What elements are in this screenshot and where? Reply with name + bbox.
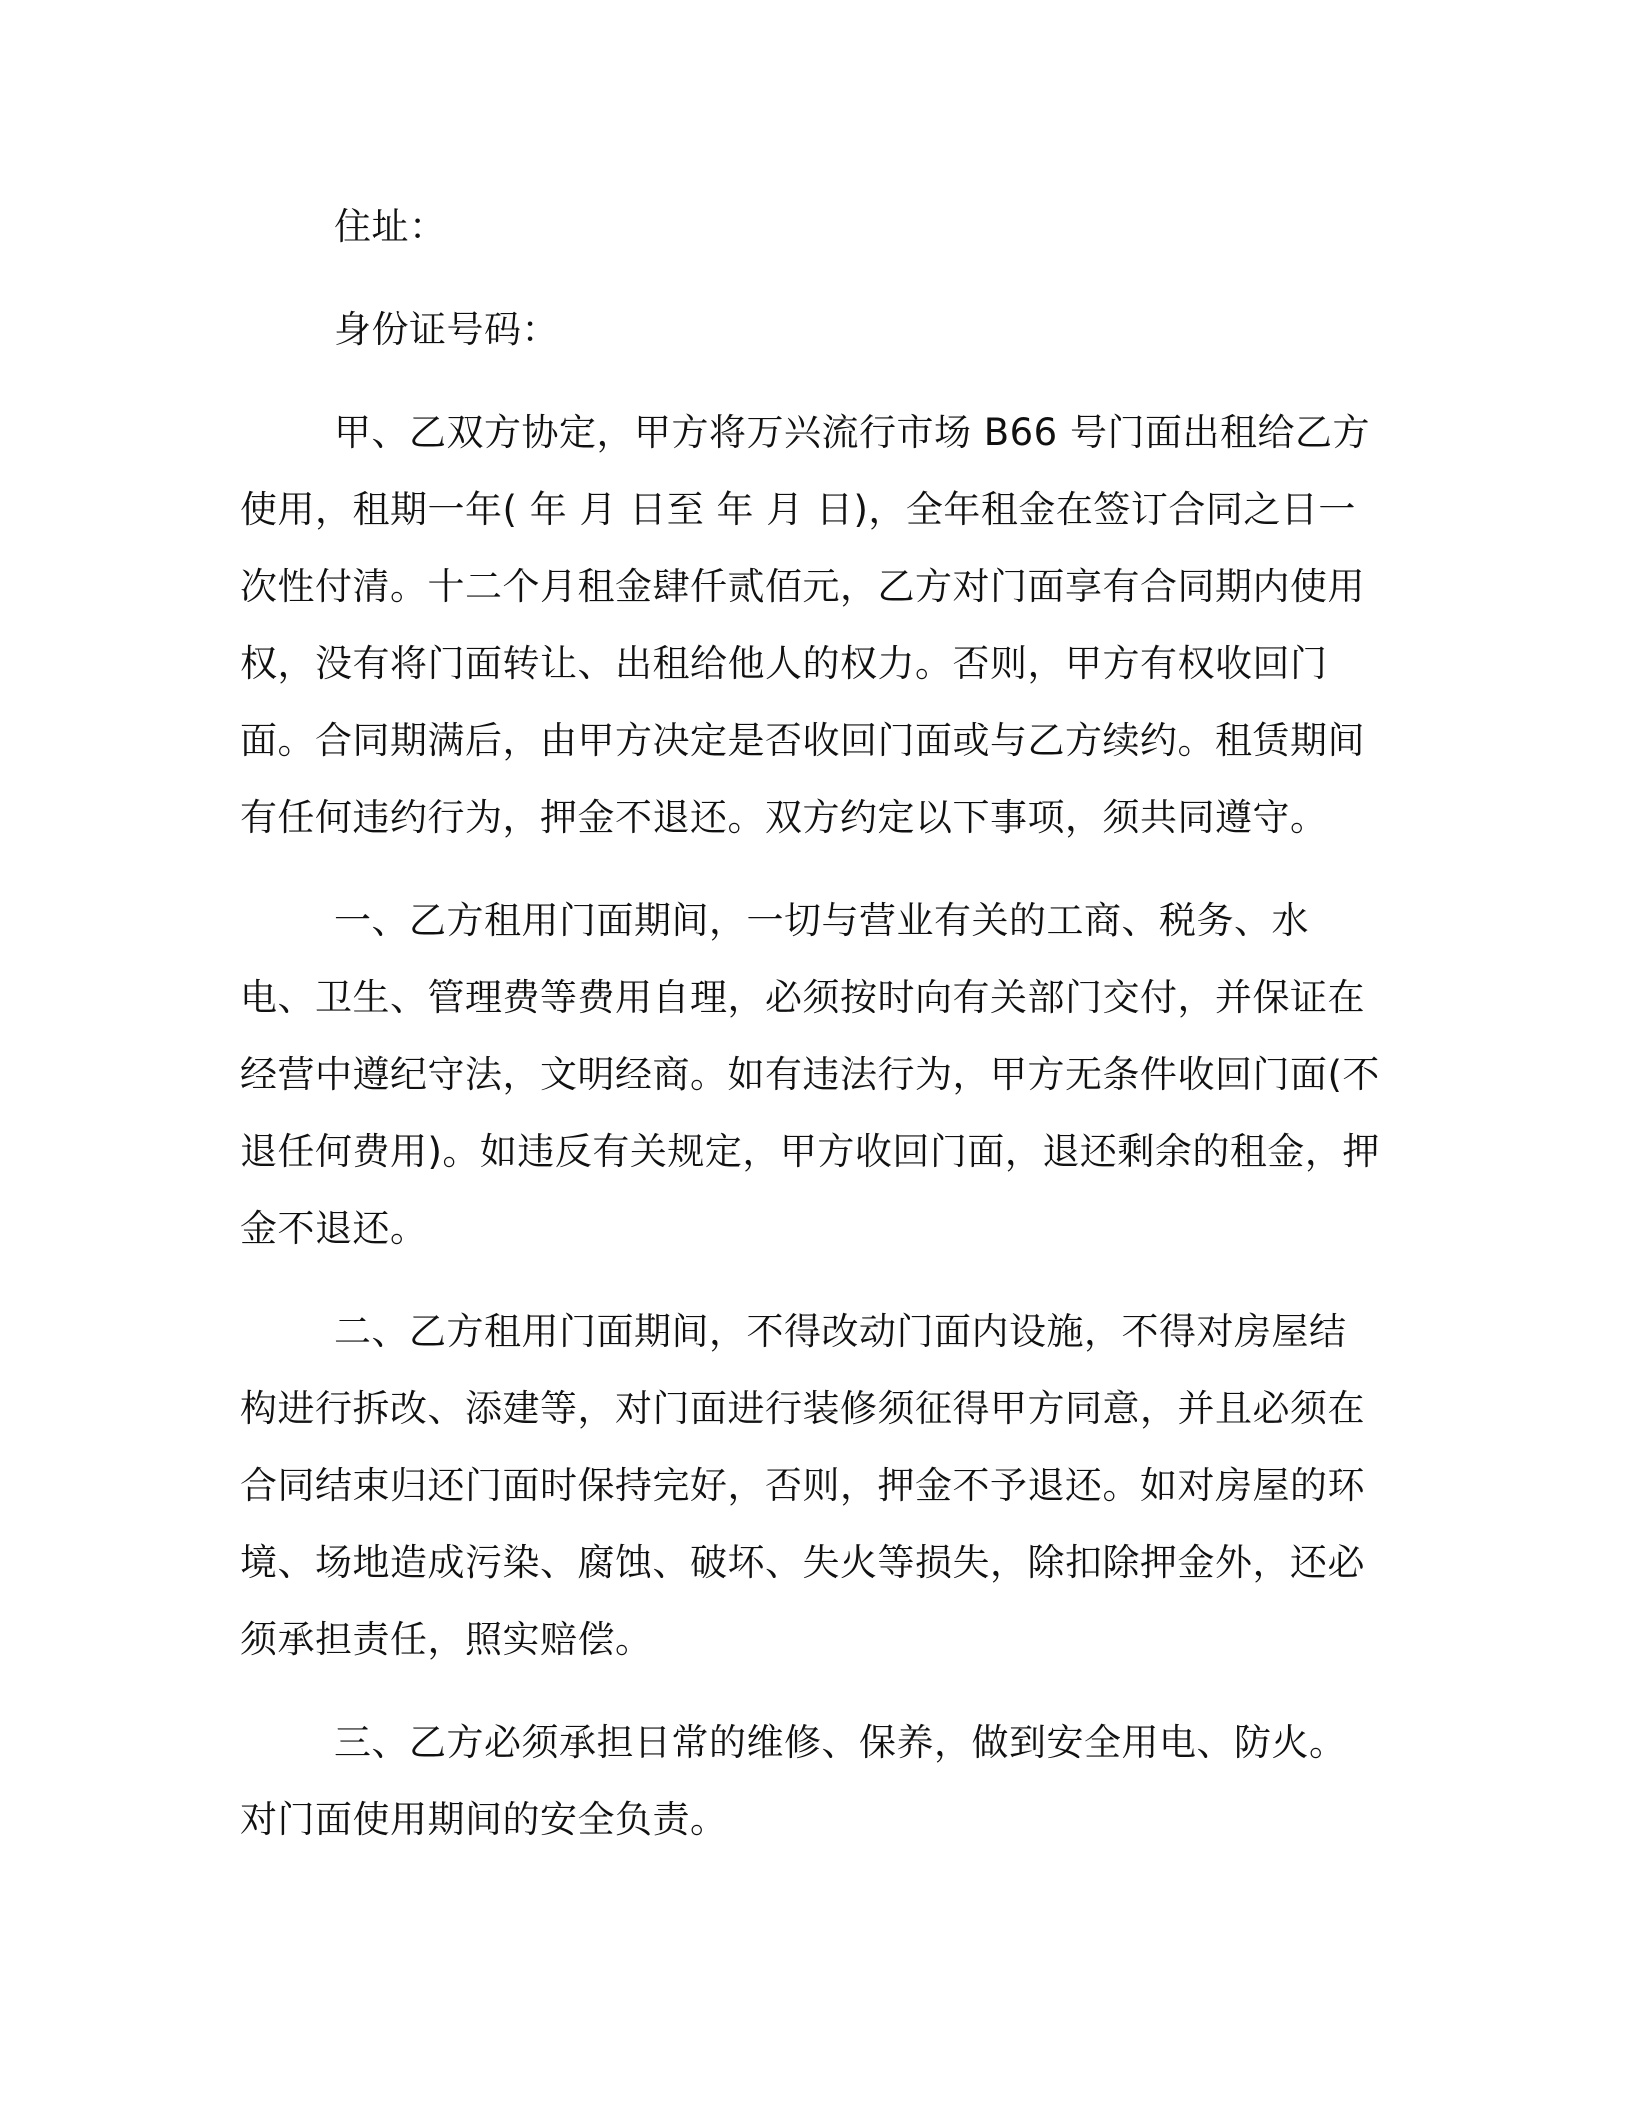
document-body (240, 188, 1380, 1884)
clause-three: 三、乙方必须承担日常的维修、保养，做到安全用电、防火。对门面使用期间的安全负责。 (240, 1721, 1347, 1841)
agreement-paragraph: 甲、乙双方协定，甲方将万兴流行市场 B66 号门面出租给乙方使用，租期一年( 年 月 日至 年 月 日)，全年租金在签订合同之日一次性付清。十二个月租金肆仟贰佰元，乙方对门面享有合同期内使用权，没有将门面转让、出租给他人的权力。否则，甲方有权收回门面。合同期满后，由甲方决定是否收回门面或与乙方续约。租赁期间有任何违约行为，押金不退还。双方约定以下事项，须共同遵守。 (240, 411, 1370, 839)
clause-two: 二、乙方租用门面期间，不得改动门面内设施，不得对房屋结构进行拆改、添建等，对门面进行装修须征得甲方同意，并且必须在合同结束归还门面时保持完好，否则，押金不予退还。如对房屋的环境、场地造成污染、腐蚀、破坏、失火等损失，除扣除押金外，还必须承担责任，照实赔偿。 (240, 1310, 1365, 1661)
address-field: 住址： (334, 205, 447, 248)
clause-one: 一、乙方租用门面期间，一切与营业有关的工商、税务、水电、卫生、管理费等费用自理，必须按时向有关部门交付，并保证在经营中遵纪守法，文明经商。如有违法行为，甲方无条件收回门面(不退任何费用)。如违反有关规定，甲方收回门面，退还剩余的租金，押金不退还。 (240, 899, 1380, 1250)
id-number-field: 身份证号码： (334, 308, 559, 351)
